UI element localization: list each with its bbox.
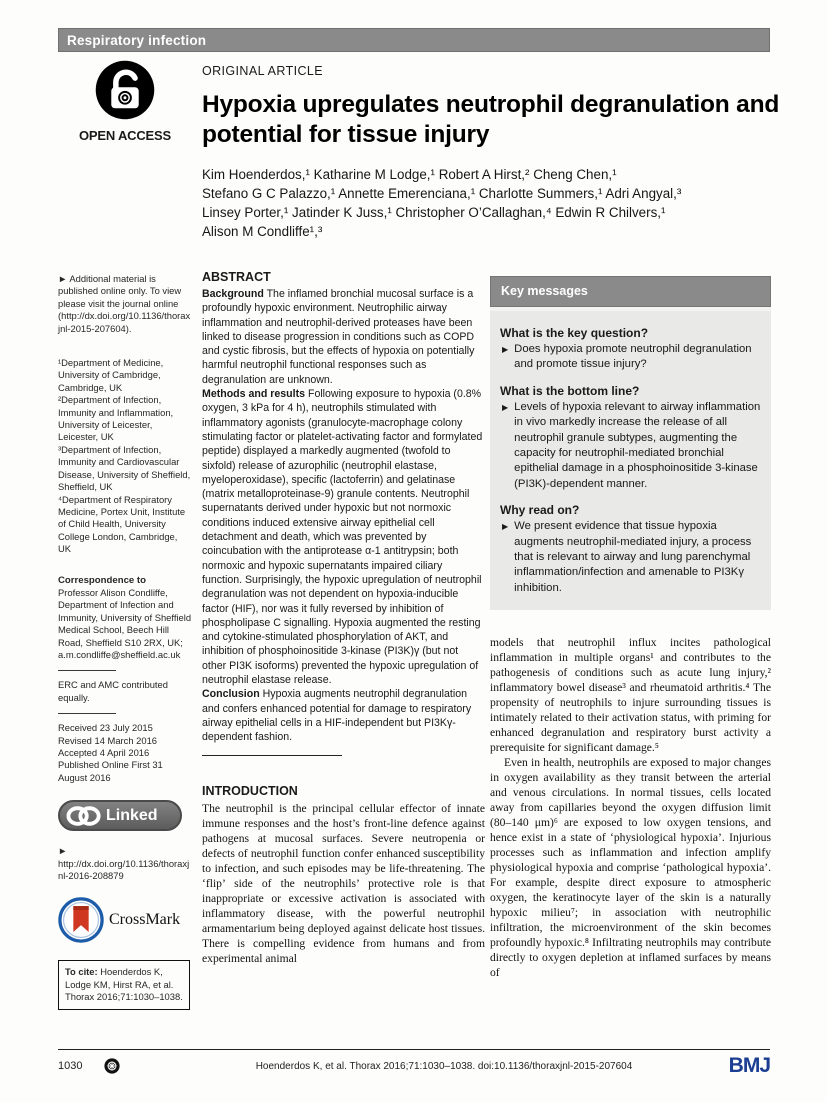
key-messages-section bbox=[500, 384, 761, 492]
key-message-bullets bbox=[500, 342, 761, 373]
article-type-label: ORIGINAL ARTICLE bbox=[202, 64, 324, 78]
author-line: Stefano G C Palazzo,¹ Annette Emerenciana,¹ Charlotte Summers,¹ Adri Angyal,³ bbox=[202, 186, 682, 201]
key-message-bullet bbox=[500, 400, 761, 492]
open-access-icon bbox=[93, 58, 157, 122]
article-header bbox=[202, 64, 787, 241]
author-list bbox=[202, 165, 787, 241]
bullet-arrow-icon bbox=[502, 400, 508, 492]
footer-stamp-icon bbox=[104, 1058, 120, 1074]
key-message-question: What is the bottom line? bbox=[500, 383, 640, 398]
section-divider bbox=[202, 755, 342, 756]
affiliation: ¹Department of Medicine, University of Cambridge, Cambridge, UK bbox=[58, 357, 164, 393]
history-date: Revised 14 March 2016 bbox=[58, 734, 158, 746]
category-bar-label: Respiratory infection bbox=[67, 32, 207, 48]
footer bbox=[58, 1054, 770, 1078]
abstract-section-label: Background bbox=[202, 288, 264, 300]
body-paragraph: Even in health, neutrophils are exposed to major changes in oxygen availability as they transit between the arterial and venous circulations. In normal tissues, cells located away from capillaries beyond the oxygen diffusion limit (80–140 μm)⁶ are exposed to low oxygen tensions, and hence exist in a state of ‘physiological hypoxia’. Injurious processes such as inflammation and infection amplify physiological hypoxia and comprise ‘pathological hypoxia’. For example, despite direct exposure to atmospheric oxygen, the keratinocyte layer of the skin is a naturally hypoxic milieu⁷; in association with neutrophilic infiltration, the microenvironment of the skin becomes profoundly hypoxic.⁸ Infiltrating neutrophils may contribute directly to oxygen depletion at inflamed surfaces by means of bbox=[490, 756, 771, 980]
abstract-section-label: Methods and results bbox=[202, 388, 306, 401]
crossmark-icon bbox=[58, 897, 104, 943]
abstract-column bbox=[202, 270, 485, 966]
history-dates bbox=[58, 722, 192, 784]
affiliation: ³Department of Infection, Immunity and Cardiovascular Disease, University of Sheffield, Sheffield, UK bbox=[58, 443, 191, 493]
author-line: Linsey Porter,¹ Jatinder K Juss,¹ Christopher O’Callaghan,⁴ Edwin R Chilvers,¹ bbox=[202, 205, 666, 220]
abstract-section bbox=[202, 687, 485, 744]
bullet-text: We present evidence that tissue hypoxia augments neutrophil-mediated injury, a process that is relevant to airway and lung parenchymal inflammation/infection and amenable to PI3Kγ inhibition. bbox=[514, 520, 752, 594]
footer-left bbox=[58, 1058, 178, 1074]
history-date: Published Online First 31 August 2016 bbox=[58, 759, 163, 783]
author-line: Alison M Condliffe¹,³ bbox=[202, 224, 323, 239]
history-date: Received 23 July 2015 bbox=[58, 722, 153, 734]
correspondence-email-link[interactable]: a.m.condliffe@sheffield.ac.uk bbox=[58, 648, 181, 660]
abstract-section bbox=[202, 287, 485, 387]
contribution-note: ERC and AMC contributed equally. bbox=[58, 679, 168, 703]
bullet-arrow-icon bbox=[502, 342, 508, 373]
key-message-bullet bbox=[500, 519, 761, 596]
footer-citation: Hoenderdos K, et al. Thorax 2016;71:1030–1038. doi:10.1136/thoraxjnl-2015-207604 bbox=[255, 1060, 633, 1072]
linked-doi-link[interactable]: ► http://dx.doi.org/10.1136/thoraxjnl-2016-208879 bbox=[58, 845, 190, 882]
bullet-text: Does hypoxia promote neutrophil degranulation and promote tissue injury? bbox=[514, 343, 752, 371]
crossmark-label: CrossMark bbox=[109, 911, 181, 929]
linked-label: Linked bbox=[106, 806, 158, 824]
bullet-arrow-icon bbox=[502, 519, 508, 596]
affiliation: ²Department of Infection, Immunity and Inflammation, University of Leicester, Leicester, UK bbox=[58, 394, 174, 443]
category-bar bbox=[58, 28, 770, 52]
correspondence-label: Correspondence to bbox=[58, 574, 146, 586]
abstract-section-text: Hypoxia augments neutrophil degranulation and confers enhanced potential for damage to respiratory airway epithelial cells in a HIF-independent but PI3Kγ-dependent fashion. bbox=[202, 688, 472, 744]
right-column bbox=[490, 276, 771, 980]
to-cite-label: To cite: bbox=[65, 966, 98, 978]
introduction-heading: INTRODUCTION bbox=[202, 783, 298, 798]
affiliation-list bbox=[58, 357, 192, 556]
body-paragraph: models that neutrophil influx incites pathological inflammation in multiple organs¹ and contributes to the pathogenesis of conditions such as acute lung injury,² inflammatory bowel disease³ and rheumatoid arthritis.⁴ The propensity of neutrophils to injure surrounding tissues is intimately related to their activation status, with priming for enhanced degranulation and respiratory burst activity a prerequisite for significant damage.⁵ bbox=[490, 636, 771, 755]
key-messages-heading: Key messages bbox=[490, 276, 771, 307]
affiliation: ⁴Department of Respiratory Medicine, Portex Unit, Institute of Child Health, University College London, Cambridge, UK bbox=[58, 493, 186, 555]
key-messages-box bbox=[490, 276, 771, 610]
additional-material-note: ► Additional material is published online only. To view please visit the journal online (http://dx.doi.org/10.1136/thoraxjnl-2015-207604). bbox=[58, 273, 191, 334]
key-message-question: Why read on? bbox=[500, 503, 580, 518]
page-number: 1030 bbox=[58, 1060, 83, 1072]
to-cite-box bbox=[58, 960, 190, 1009]
linked-article-button[interactable] bbox=[58, 800, 182, 831]
introduction-column-2 bbox=[490, 635, 771, 980]
open-access-block bbox=[58, 58, 192, 143]
abstract-section-text: Following exposure to hypoxia (0.8% oxygen, 3 kPa for 4 h), neutrophils stimulated with inflammatory agonists (granulocyte-macrophage colony stimulating factor or platelet-activating factor and formylated peptide) displayed a markedly augmented (twofold to sixfold) release of azurophilic (neutrophil elastase, myeloperoxidase), specific (lactoferrin) and gelatinase (matrix metalloproteinase-9) granule contents. Neutrophil supernatants derived under hypoxic but not normoxic conditions induced extensive airway epithelial cell detachment and death, which was prevented by coincubation with the antiprotease α-1 antitrypsin; both normoxic and hypoxic supernatants impaired ciliary function. Surprisingly, the hypoxic upregulation of neutrophil degranulation was not dependent on hypoxia-inducible factor (HIF), nor was it fully reversed by inhibition of phospholipase C signalling. Hypoxia augmented the resting and cytokine-stimulated phosphorylation of AKT, and inhibition of phosphoinositide 3-kinase (PI3K)γ (but not other PI3K isoforms) prevented the hypoxic upregulation of neutrophil elastase release. bbox=[202, 388, 483, 687]
key-message-bullet bbox=[500, 342, 761, 373]
key-message-bullets bbox=[500, 519, 761, 596]
abstract-section-label: Conclusion bbox=[202, 688, 260, 701]
body-paragraph: The neutrophil is the principal cellular effector of innate immune responses and the host’s front-line defence against pathogens at mucosal surfaces. Severe neutropenia or defects of neutrophil function confer enhanced susceptibility to infection, and such episodes may be life-threatening. The ‘flip’ side of the neutrophils’ protective role is that inappropriate or excessive activation is associated with inflammatory disease, with the powerful neutrophil armamentarium being deployed against delicate host tissues. There is compelling evidence from humans and from experimental animal bbox=[202, 801, 485, 965]
abstract-section-text: The inflamed bronchial mucosal surface is a profoundly hypoxic environment. Neutrophilic airway inflammation and neutrophil-derived proteases have been linked to disease progression in conditions such as COPD and cystic fibrosis, but the effects of hypoxia on potentially harmful neutrophil functional responses such as degranulation are unknown. bbox=[202, 288, 475, 386]
chain-link-icon bbox=[65, 805, 103, 827]
footer-rule bbox=[58, 1049, 770, 1050]
left-sidebar bbox=[58, 273, 192, 1010]
key-messages-section bbox=[500, 503, 761, 596]
correspondence-block bbox=[58, 575, 192, 662]
bmj-logo[interactable]: BMJ bbox=[728, 1054, 770, 1077]
abstract-section bbox=[202, 387, 485, 687]
crossmark-badge[interactable] bbox=[58, 897, 192, 943]
author-line: Kim Hoenderdos,¹ Katharine M Lodge,¹ Robert A Hirst,² Cheng Chen,¹ bbox=[202, 167, 617, 182]
to-cite-text: Hoenderdos K, Lodge KM, Hirst RA, et al. Thorax 2016;71:1030–1038. bbox=[65, 966, 183, 1003]
introduction-column-1 bbox=[202, 801, 485, 966]
key-messages-section bbox=[500, 326, 761, 373]
bullet-text: Levels of hypoxia relevant to airway inflammation in vivo markedly increase the release of all neutrophil granule subtypes, augmenting the capacity for neutrophil-mediated bronchial epithelial damage in a phosphoinositide 3-kinase (PI3K)-dependent manner. bbox=[514, 400, 761, 490]
key-message-question: What is the key question? bbox=[500, 326, 649, 340]
history-date: Accepted 4 April 2016 bbox=[58, 747, 150, 758]
abstract-body bbox=[202, 287, 485, 745]
open-access-label: OPEN ACCESS bbox=[79, 128, 171, 143]
sidebar-divider bbox=[58, 670, 116, 671]
key-messages-body bbox=[490, 311, 771, 610]
sidebar-divider bbox=[58, 713, 116, 714]
correspondence-address: Professor Alison Condliffe, Department of Infection and Immunity, University of Sheffield Medical School, Beech Hill Road, Sheffield S10 2RX, UK; bbox=[58, 586, 192, 648]
key-message-bullets bbox=[500, 400, 761, 492]
abstract-heading: ABSTRACT bbox=[202, 270, 271, 284]
article-title: Hypoxia upregulates neutrophil degranulation and potential for tissue injury bbox=[202, 91, 780, 148]
